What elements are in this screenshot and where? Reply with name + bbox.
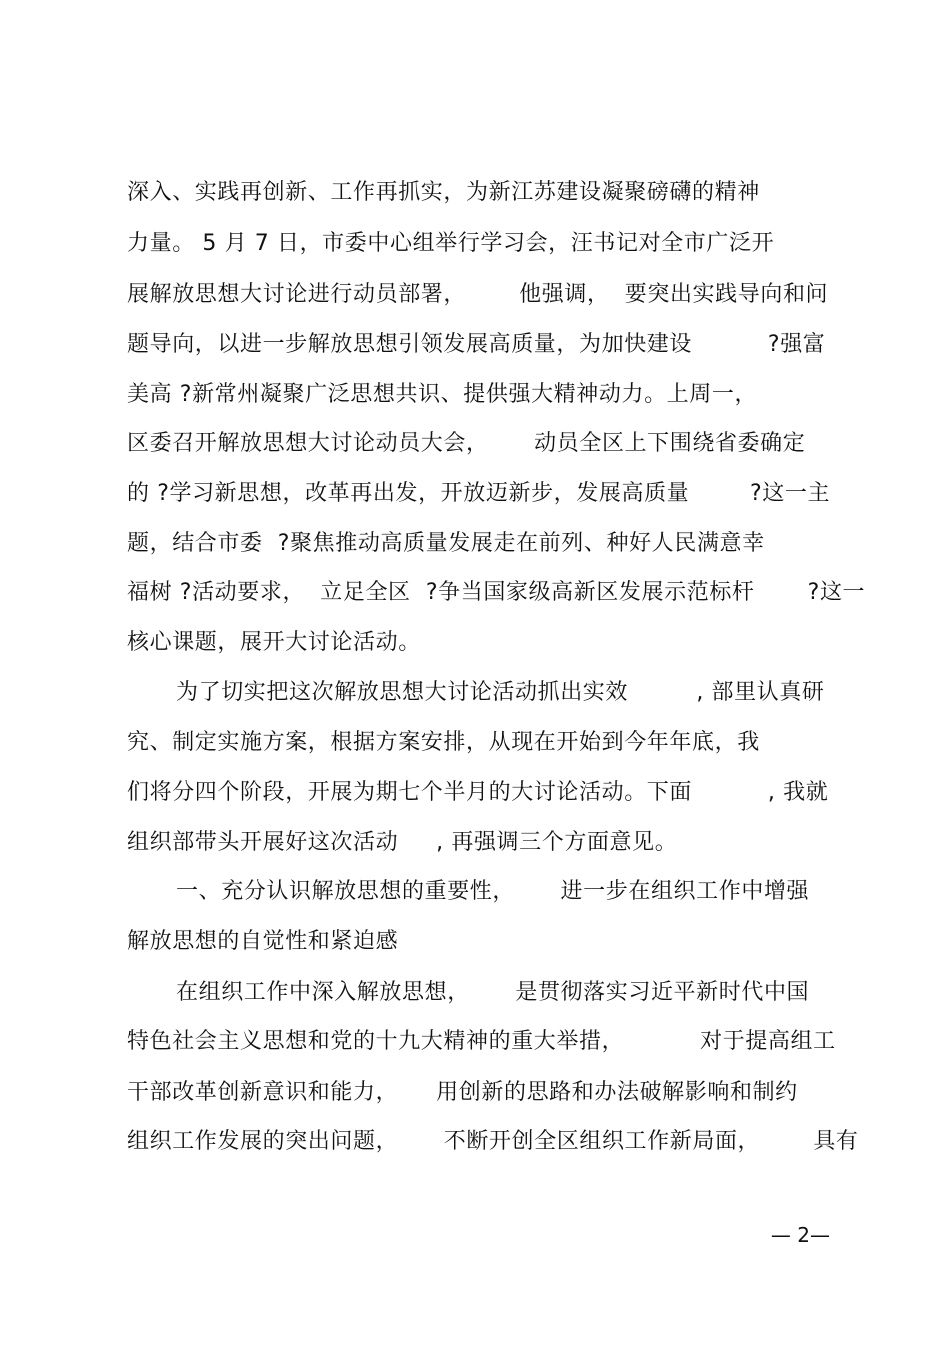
text-line: 美高 ?新常州凝聚广泛思想共识、提供强大精神动力。上周一， [127,382,758,407]
text-line: 的 ?学习新思想，改革再出发，开放迈新步，发展高质量 ?这一主 [127,481,831,506]
paragraph-first-line: 为了切实把这次解放思想大讨论活动抓出实效 , 部里认真研 [176,680,825,705]
text-line: 福树 ?活动要求， 立足全区 ?争当国家级高新区发展示范标杆 ?这一 [127,580,866,605]
text-line: 组织部带头开展好这次活动 , 再强调三个方面意见。 [127,830,678,855]
section-heading: 一、充分认识解放思想的重要性， 进一步在组织工作中增强 [176,879,810,904]
text-line: 题，结合市委 ?聚焦推动高质量发展走在前列、种好人民满意幸 [127,531,765,556]
text-line: 干部改革创新意识和能力， 用创新的思路和办法破解影响和制约 [127,1080,798,1105]
page-number: — 2— [770,1223,830,1247]
section-heading-continued: 解放思想的自觉性和紧迫感 [127,929,399,954]
paragraph-first-line: 在组织工作中深入解放思想， 是贯彻落实习近平新时代中国 [176,980,810,1005]
text-line: 展解放思想大讨论进行动员部署， 他强调， 要突出实践导向和问 [127,282,829,307]
text-line: 区委召开解放思想大讨论动员大会， 动员全区上下围绕省委确定 [127,431,806,456]
text-line: 力量。 5 月 7 日，市委中心组举行学习会，汪书记对全市广泛开 [127,231,775,256]
text-line: 究、制定实施方案，根据方案安排，从现在开始到今年年底，我 [127,730,760,755]
text-line: 们将分四个阶段，开展为期七个半月的大讨论活动。下面 , 我就 [127,780,829,805]
text-line: 核心课题，展开大讨论活动。 [127,630,421,655]
text-line: 特色社会主义思想和党的十九大精神的重大举措， 对于提高组工 [127,1029,836,1054]
text-line: 深入、实践再创新、工作再抓实，为新江苏建设凝聚磅礴的精神 [127,180,760,205]
text-line: 题导向，以进一步解放思想引领发展高质量，为加快建设 ?强富 [127,332,826,357]
text-line: 组织工作发展的突出问题， 不断开创全区组织工作新局面， 具有 [127,1129,859,1154]
